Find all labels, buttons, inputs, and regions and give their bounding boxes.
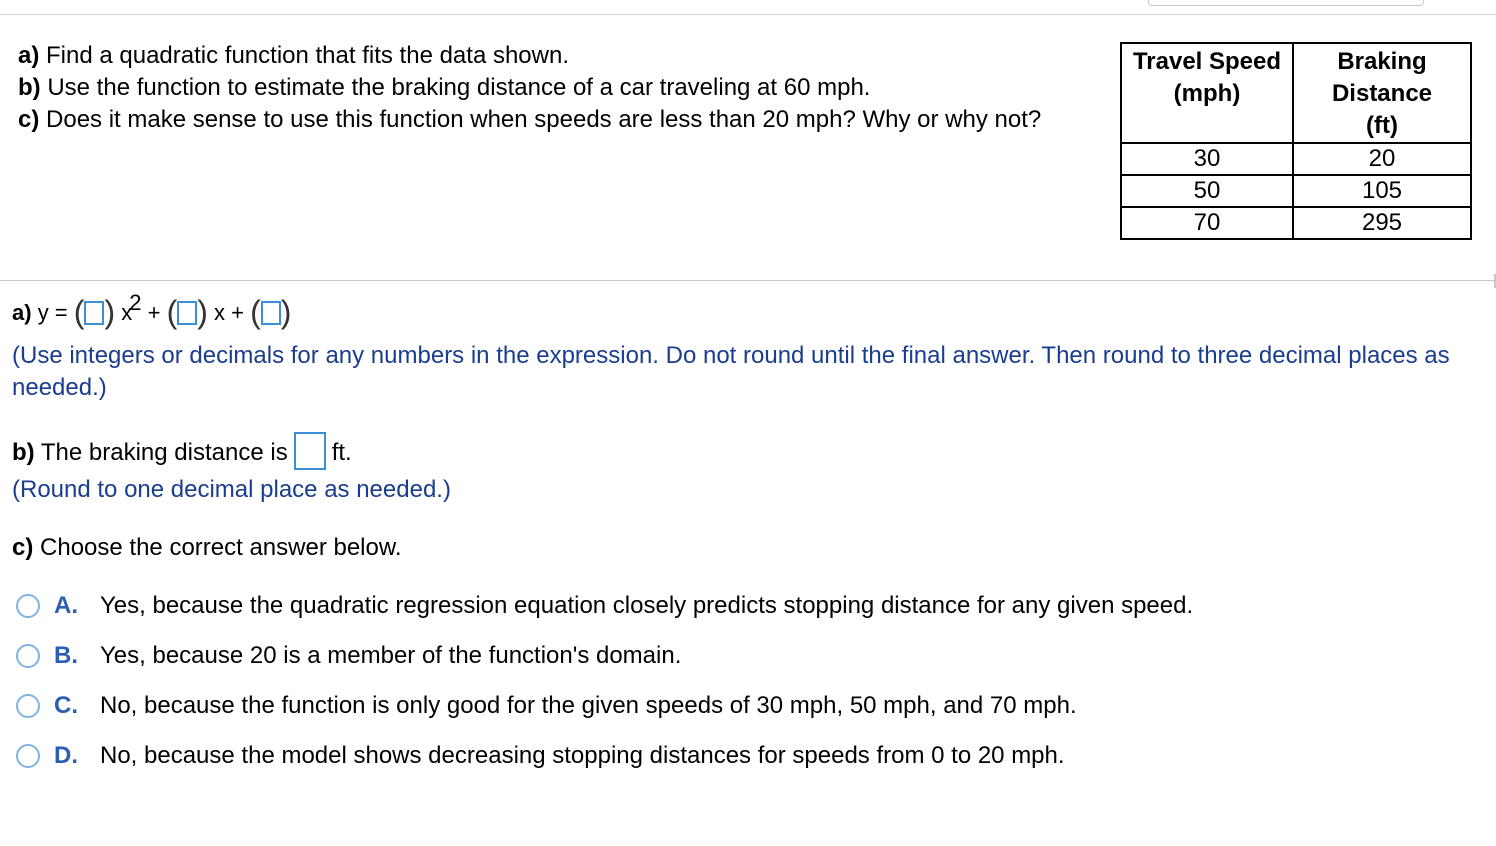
data-table (1120, 42, 1472, 240)
open-paren: ( (73, 294, 85, 330)
speed-cell: 30 (1121, 143, 1293, 175)
part-a-label: a) (18, 42, 40, 69)
answer-a-hint: (Use integers or decimals for any numbers in the expression. Do not round until the final answer. Then round to three decimal places as needed.) (12, 342, 1450, 401)
radio-icon[interactable] (16, 694, 40, 718)
question-part-b (18, 72, 1108, 104)
header-dist-line2: Distance (1331, 80, 1433, 107)
question-part-a (18, 40, 1108, 72)
question-part-c (18, 104, 1108, 136)
option-a[interactable] (16, 590, 1193, 622)
distance-cell: 105 (1293, 175, 1471, 207)
answer-b-prefix: The braking distance is (40, 439, 288, 466)
exponent: 2 (129, 290, 142, 315)
part-c-label: c) (18, 106, 40, 133)
braking-distance-input[interactable] (294, 432, 326, 470)
answer-b-unit: ft. (331, 439, 352, 466)
table-header-row (1121, 43, 1471, 143)
open-paren: ( (250, 294, 261, 330)
x-squared-var: x (121, 300, 133, 325)
option-letter: A. (54, 592, 78, 619)
option-text: No, because the function is only good for the given speeds of 30 mph, 50 mph, and 70 mph. (100, 692, 1077, 719)
section-divider (0, 280, 1496, 281)
answer-a-label: a) (12, 300, 32, 325)
option-letter: D. (54, 742, 78, 769)
radio-icon[interactable] (16, 644, 40, 668)
option-letter: B. (54, 642, 78, 669)
speed-cell: 50 (1121, 175, 1293, 207)
plus-sign: + (231, 300, 244, 325)
option-text: No, because the model shows decreasing stopping distances for speeds from 0 to 20 mph. (100, 742, 1065, 769)
table-row (1121, 143, 1471, 175)
answer-b-label: b) (12, 439, 35, 466)
part-c-text: Does it make sense to use this function when speeds are less than 20 mph? Why or why not? (46, 106, 1042, 133)
option-letter: C. (54, 692, 78, 719)
answer-c-prompt (12, 532, 402, 564)
close-paren: ) (280, 294, 292, 330)
option-text: Yes, because 20 is a member of the function's domain. (100, 642, 682, 669)
part-b-label: b) (18, 74, 41, 101)
close-paren: ) (197, 294, 208, 330)
table-row (1121, 207, 1471, 239)
equation-prefix: y = (37, 300, 68, 325)
x-var: x (214, 300, 226, 325)
radio-icon[interactable] (16, 594, 40, 618)
coefficient-c-input[interactable] (261, 301, 281, 325)
open-paren: ( (166, 294, 178, 330)
header-dist-line3: (ft) (1366, 112, 1398, 139)
coefficient-a-input[interactable] (84, 301, 104, 325)
speed-cell: 70 (1121, 207, 1293, 239)
header-speed-line1: Travel Speed (1132, 48, 1282, 75)
part-b-text: Use the function to estimate the braking distance of a car traveling at 60 mph. (47, 74, 871, 101)
option-c[interactable] (16, 690, 1077, 722)
top-tab-edge (1148, 0, 1424, 6)
answer-a-expression (12, 290, 292, 330)
option-text: Yes, because the quadratic regression equation closely predicts stopping distance for any given speed. (100, 592, 1194, 619)
answer-b-row (12, 432, 352, 472)
top-divider (0, 14, 1496, 15)
header-speed-line2: (mph) (1173, 80, 1241, 107)
answer-c-label: c) (12, 534, 34, 561)
question-text (18, 40, 1108, 136)
radio-icon[interactable] (16, 744, 40, 768)
header-dist-line1: Braking (1337, 48, 1427, 75)
plus-sign: + (147, 300, 161, 325)
close-paren: ) (104, 294, 116, 330)
part-a-text: Find a quadratic function that fits the data shown. (46, 42, 569, 69)
option-d[interactable] (16, 740, 1065, 772)
header-braking-distance (1293, 43, 1471, 143)
answer-b-hint: (Round to one decimal place as needed.) (12, 476, 451, 503)
option-b[interactable] (16, 640, 681, 672)
table-row (1121, 175, 1471, 207)
header-travel-speed (1121, 43, 1293, 143)
answer-c-prompt-text: Choose the correct answer below. (40, 534, 402, 561)
distance-cell: 20 (1293, 143, 1471, 175)
distance-cell: 295 (1293, 207, 1471, 239)
coefficient-b-input[interactable] (177, 301, 197, 325)
